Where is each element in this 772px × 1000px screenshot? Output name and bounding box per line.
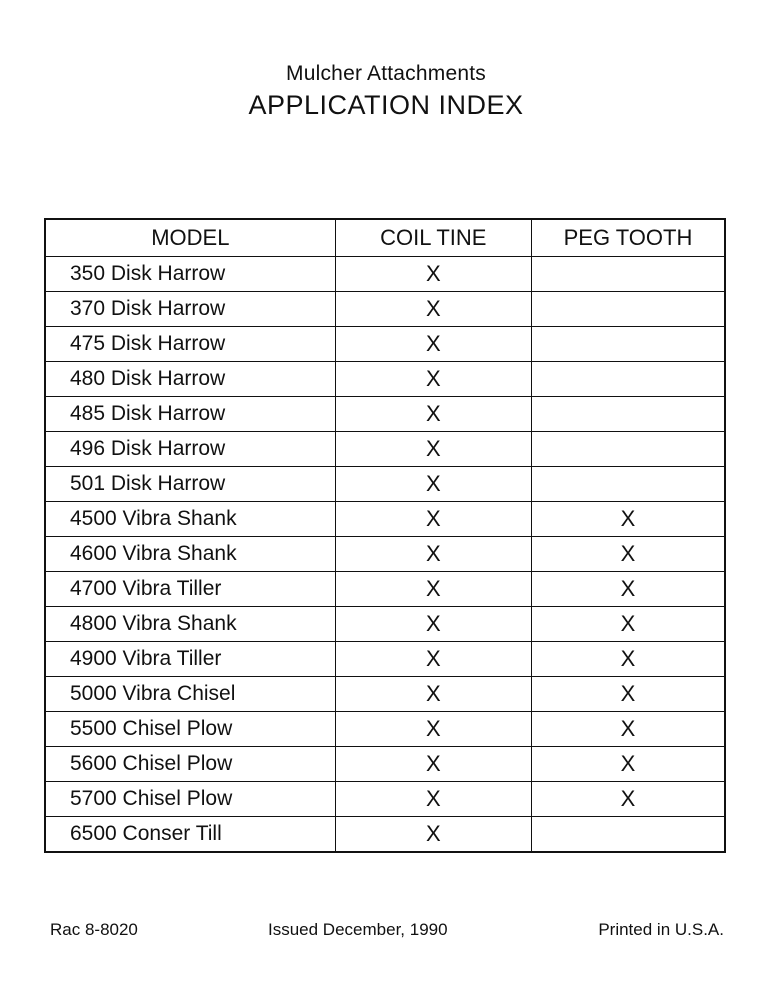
peg-tooth-cell	[531, 257, 725, 292]
coil-tine-cell: X	[335, 292, 531, 327]
peg-tooth-cell: X	[531, 782, 725, 817]
table-row	[45, 362, 725, 397]
model-cell: 350 Disk Harrow	[45, 257, 335, 292]
table-row	[45, 257, 725, 292]
document-title: APPLICATION INDEX	[248, 90, 524, 120]
coil-tine-cell: X	[335, 677, 531, 712]
peg-tooth-cell: X	[531, 712, 725, 747]
model-cell: 5000 Vibra Chisel	[45, 677, 335, 712]
peg-tooth-cell	[531, 397, 725, 432]
issue-date: Issued December, 1990	[268, 920, 448, 939]
table-row	[45, 677, 725, 712]
table-row	[45, 712, 725, 747]
model-cell: 5500 Chisel Plow	[45, 712, 335, 747]
peg-tooth-cell	[531, 327, 725, 362]
peg-tooth-cell	[531, 432, 725, 467]
table-row	[45, 572, 725, 607]
peg-tooth-cell	[531, 817, 725, 853]
table-row	[45, 292, 725, 327]
table-row	[45, 502, 725, 537]
application-index-table	[44, 218, 726, 853]
model-cell: 496 Disk Harrow	[45, 432, 335, 467]
coil-tine-cell: X	[335, 607, 531, 642]
table-row	[45, 817, 725, 853]
model-cell: 485 Disk Harrow	[45, 397, 335, 432]
peg-tooth-cell: X	[531, 572, 725, 607]
table-row	[45, 432, 725, 467]
model-cell: 4900 Vibra Tiller	[45, 642, 335, 677]
coil-tine-cell: X	[335, 747, 531, 782]
model-cell: 501 Disk Harrow	[45, 467, 335, 502]
model-cell: 4700 Vibra Tiller	[45, 572, 335, 607]
table-row	[45, 467, 725, 502]
column-header-peg-tooth: PEG TOOTH	[531, 219, 725, 257]
model-cell: 4600 Vibra Shank	[45, 537, 335, 572]
peg-tooth-cell: X	[531, 747, 725, 782]
model-cell: 5600 Chisel Plow	[45, 747, 335, 782]
model-cell: 4500 Vibra Shank	[45, 502, 335, 537]
coil-tine-cell: X	[335, 257, 531, 292]
coil-tine-cell: X	[335, 782, 531, 817]
coil-tine-cell: X	[335, 362, 531, 397]
peg-tooth-cell: X	[531, 677, 725, 712]
coil-tine-cell: X	[335, 817, 531, 853]
peg-tooth-cell: X	[531, 502, 725, 537]
peg-tooth-cell: X	[531, 607, 725, 642]
table-row	[45, 397, 725, 432]
table-row	[45, 642, 725, 677]
coil-tine-cell: X	[335, 572, 531, 607]
coil-tine-cell: X	[335, 467, 531, 502]
peg-tooth-cell	[531, 362, 725, 397]
column-header-model: MODEL	[45, 219, 335, 257]
table-header-row	[45, 219, 725, 257]
model-cell: 370 Disk Harrow	[45, 292, 335, 327]
table-row	[45, 327, 725, 362]
table-row	[45, 537, 725, 572]
table-row	[45, 607, 725, 642]
model-cell: 480 Disk Harrow	[45, 362, 335, 397]
model-cell: 6500 Conser Till	[45, 817, 335, 853]
coil-tine-cell: X	[335, 712, 531, 747]
peg-tooth-cell	[531, 292, 725, 327]
coil-tine-cell: X	[335, 502, 531, 537]
coil-tine-cell: X	[335, 432, 531, 467]
model-cell: 4800 Vibra Shank	[45, 607, 335, 642]
coil-tine-cell: X	[335, 642, 531, 677]
model-cell: 5700 Chisel Plow	[45, 782, 335, 817]
printed-location: Printed in U.S.A.	[598, 920, 724, 939]
peg-tooth-cell: X	[531, 642, 725, 677]
document-subtitle: Mulcher Attachments	[286, 62, 486, 85]
peg-tooth-cell: X	[531, 537, 725, 572]
form-number: Rac 8-8020	[50, 920, 138, 939]
peg-tooth-cell	[531, 467, 725, 502]
coil-tine-cell: X	[335, 537, 531, 572]
table-row	[45, 747, 725, 782]
column-header-coil-tine: COIL TINE	[335, 219, 531, 257]
coil-tine-cell: X	[335, 327, 531, 362]
table-row	[45, 782, 725, 817]
coil-tine-cell: X	[335, 397, 531, 432]
model-cell: 475 Disk Harrow	[45, 327, 335, 362]
